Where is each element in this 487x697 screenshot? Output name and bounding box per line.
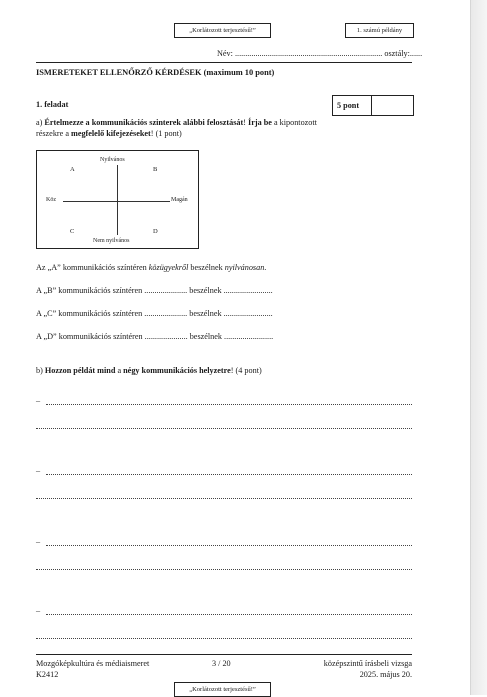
answer-line-2a	[46, 474, 412, 475]
restricted-label-top: „Korlátozott terjesztésű!”	[174, 23, 271, 38]
diagram-letter-c: C	[70, 228, 75, 235]
answer-line-4b	[36, 638, 412, 639]
points-label: 5 pont	[333, 96, 372, 115]
answer-dash-4: –	[36, 606, 41, 615]
task-a-instruction-line1: a) Értelmezze a kommunikációs szinterek alábbi felosztását! Írja be a kipontozott	[36, 118, 317, 127]
diagram-label-right: Magán	[171, 197, 188, 203]
name-line	[217, 49, 422, 58]
answer-dash-2: –	[36, 466, 41, 475]
diagram-letter-b: B	[153, 166, 158, 173]
statement-c: A „C” kommunikációs színtéren ..................... beszélnek ........................	[36, 309, 273, 318]
footer-exam-type: középszintű írásbeli vizsga	[323, 659, 412, 668]
class-label: osztály:......	[384, 49, 423, 58]
answer-line-4a	[46, 614, 412, 615]
statement-d: A „D” kommunikációs színtéren ..................... beszélnek ........................	[36, 332, 274, 341]
section-title: ISMERETEKET ELLENŐRZŐ KÉRDÉSEK (maximum 10 pont)	[36, 68, 275, 77]
footer-date: 2025. május 20.	[359, 670, 412, 679]
diagram-letter-a: A	[70, 166, 75, 173]
footer-code: K2412	[36, 670, 59, 679]
footer-rule	[36, 654, 412, 655]
statement-a: Az „A” kommunikációs színtéren közügyekről beszélnek nyilvánosan.	[36, 263, 267, 272]
communication-diagram	[36, 150, 199, 249]
diagram-letter-d: D	[153, 228, 158, 235]
footer-subject: Mozgóképkultúra és médiaismeret	[36, 659, 150, 668]
task-b-instruction: b) Hozzon példát mind a négy kommunikációs helyzetre! (4 pont)	[36, 366, 262, 375]
restricted-label-bottom: „Korlátozott terjesztésű!”	[174, 682, 271, 697]
header-rule	[36, 62, 412, 63]
footer-page-number: 3 / 20	[212, 659, 231, 668]
answer-line-1a	[46, 404, 412, 405]
diagram-label-left: Köz	[46, 197, 56, 203]
diagram-horizontal-axis	[63, 201, 170, 202]
answer-line-2b	[36, 498, 412, 499]
name-dots: ........................................................................	[234, 49, 383, 58]
diagram-label-bottom: Nem nyilvános	[93, 238, 130, 244]
diagram-vertical-axis	[117, 165, 118, 235]
copy-number-box: 1. számú példány	[345, 23, 414, 38]
statement-b: A „B” kommunikációs színtéren ..................... beszélnek ........................	[36, 286, 273, 295]
task-a-instruction-line2: részekre a megfelelő kifejezéseket! (1 pont)	[36, 129, 182, 138]
answer-dash-3: –	[36, 537, 41, 546]
answer-line-3b	[36, 569, 412, 570]
answer-line-1b	[36, 428, 412, 429]
name-label: Név:	[217, 49, 233, 58]
task-title: 1. feladat	[36, 100, 69, 109]
diagram-label-top: Nyilvános	[100, 157, 125, 163]
answer-dash-1: –	[36, 396, 41, 405]
points-box	[332, 95, 414, 116]
page-edge	[470, 0, 487, 695]
answer-line-3a	[46, 545, 412, 546]
